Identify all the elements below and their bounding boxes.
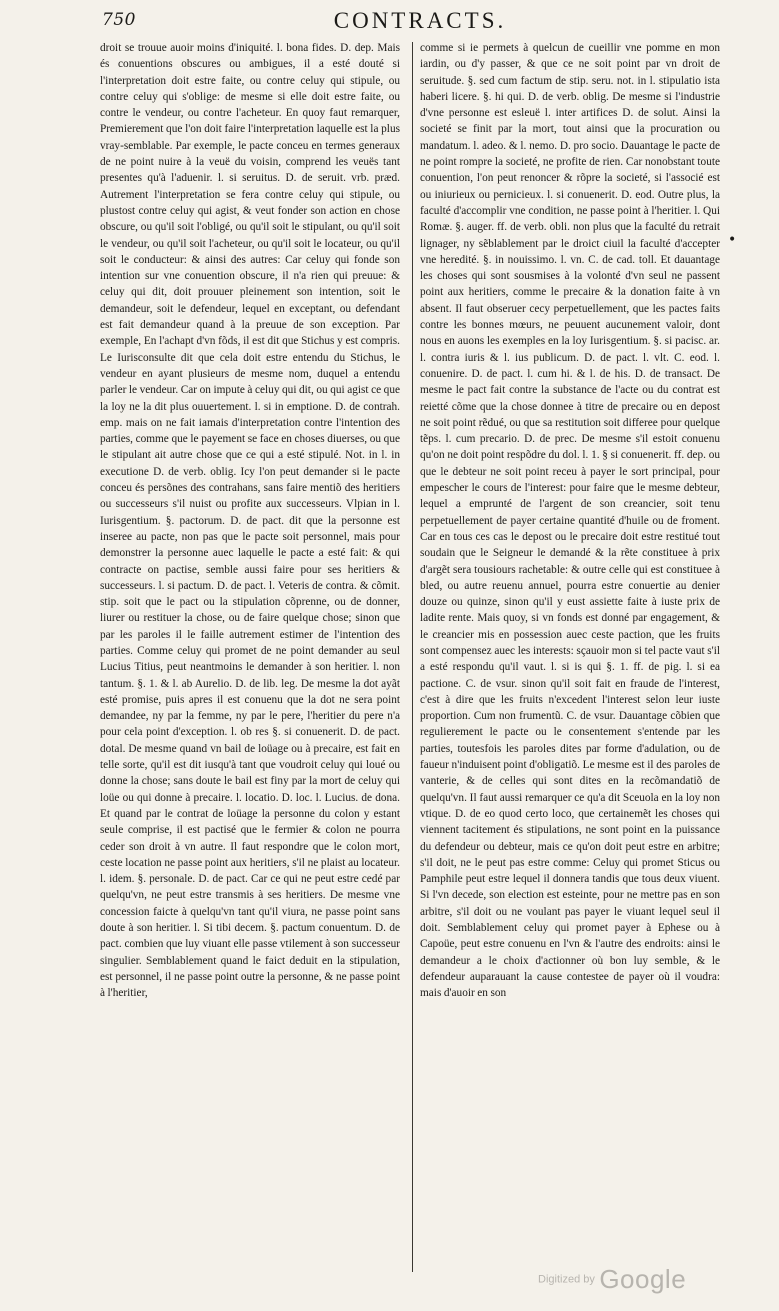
watermark-brand: Google bbox=[599, 1264, 687, 1294]
margin-dot-icon: • bbox=[728, 232, 737, 248]
watermark-prefix: Digitized by bbox=[538, 1273, 595, 1286]
digitized-watermark bbox=[538, 1264, 686, 1295]
right-column-text: comme si ie permets à quelcun de cueillir vne pomme en mon iardin, ou d'y passer, & que ce ne soit point par vn droit de seruitude. §. sed cum factum de stip. seru. not. in l. stipulatio ista haberi licere. §. hi qui. D. de verb. oblig. De mesme si l'industrie d'vne personne est esleuë l. inter artifices D. de solut. Ainsi la societé se finit par la mort, tout ainsi que la procuration ou mandatum. l. adeo. & l. nemo. D. pro socio. Dauantage le pacte de ne point rompre la societé, ne profite de rien. Car nonobstant toute conuention, l'on peut renoncer & rõpre la societé, si l'associé est ou iniurieux ou pernicieux. l. si conuenerit. D. eod. Outre plus, la faculté d'accomplir vne condition, ne passe point à l'heritier. l. Qui Romæ. §. auger. ff. de verb. obli. non plus que la faculté du retrait lignager, ny sẽblablement par le droict ciuil la faculté d'accepter vne heredité. §. in nouissimo. l. vn. C. de cad. toll. Et dauantage les choses qui sont sousmises à la volonté d'vn seul ne passent point aux heritiers, comme le precaire & la donation faite à vn absent. Il faut obseruer cecy perpetuellement, que les pactes faits contre les bonnes mœurs, ne peuuent aucunement valoir, dont nous en auons les exemples en la loy Iurisgentium. §. si pacisc. ar. l. contra iuris & l. ius publicum. D. de pact. l. vlt. C. eod. l. conuenire. D. de pact. l. cum hi. & l. de his. D. de transact. De mesme le pact fait contre la substance de l'acte ou du contrat est reietté cõme que la chose donnee à titre de precaire ou en depost ne soit point rẽdué, ou que sa restitution soit differee pour quelque tẽps. l. cum precario. D. de prec. De mesme s'il estoit conuenu qu'on ne doit point respõdre du dol. l. 1. § si conuenerit. ff. dep. ou que le debteur ne soit point receu à payer le sort principal, pour empescher le cours de l'interest: pour faire que le mesme debteur, lequel a emprunté de l'argent de son creancier, soit tenu perpetuellement de payer certaine quantité d'huile ou de froment. Car en tous ces cas le depost ou le precaire doit estre restitué tout soudain que le Seigneur le demandé & la rẽte constituee à prix d'argẽt sera tousiours rachetable: & outre celle qui est constituee à bled, ou autre reuenu annuel, pourra estre conuertie au denier douze ou quinze, sinon qu'il y eust assiette faite à iuste prix de ladite rente. Mais quoy, si vn fonds est donné par engagement, & le creancier mis en possession auec ceste paction, que les fruits sont compensez auec les interests: sçauoir mon si tel pacte vaut s'il a esté respondu qu'il vaut. l. si is qui §. 1. ff. de pig. l. si ea pactione. C. de vsur. sinon qu'il soit fait en fraude de l'interest, c'est à dire que les fruits n'excedent l'interest selon leur iuste proportion. Cum non frumentũ. C. de vsur. Dauantage cõbien que regulierement le pacte ou le consentement s'entende par les parties, toutesfois les paroles dites par forme d'adulation, ou de faueur n'induisent point d'obligatiõ. Le mesme est il des paroles de vanterie, & de celles qui sont dites en la recõmandatiõ de quelqu'vn. Il faut aussi remarquer ce qu'a dit Sceuola en la loy non vtique. D. de eo quod certo loco, que certainemẽt les choses qui viennent tacitement és stipulations, ne sont point en la puissance du defendeur ou debteur, mais ce qu'on doit peut estre en arbitre; s'il doit, ne le peut pas estre comme: Celuy qui promet Sticus ou Pamphile peut estre lequel il donnera tandis que tous deux viuent. Si l'vn decede, son election est esteinte, pour ne mettre pas en son arbitre, s'il doit ou ne voulant pas payer le viuant lequel seul il doit. Semblablement celuy qui promet payer à Ephese ou à Capoüe, peut estre conuenu en l'vn & l'autre des endroits: ainsi le demandeur a le choix d'actionner où bon luy semble, & le defendeur auparauant la cause contestee de payer où il voudra: mais d'auoir en son bbox=[420, 42, 720, 1000]
running-head: CONTRACTS. bbox=[333, 8, 507, 33]
right-column bbox=[420, 40, 720, 1280]
page-number: 750 bbox=[102, 10, 136, 30]
left-column bbox=[100, 40, 400, 1280]
column-divider bbox=[412, 42, 413, 1272]
left-column-text: droit se trouue auoir moins d'iniquité. l. bona fides. D. dep. Mais és conuentions obscures ou ambigues, il a esté douté si l'interpretation doit estre faite, ou contre celuy qui stipule, ou contre celuy qui s'oblige: de mesme si elle doit estre faite, ou contre le vendeur, ou contre l'acheteur. En quoy faut remarquer, Premierement que l'on doit faire l'interpretation laquelle est la plus vray-semblable. Par exemple, le pacte conceu en termes generaux de ne point nuire à la veuë du voisin, comprend les veuës tant presentes qu'à l'aduenir. l. si seruitus. D. de seruit. vrb. præd. Autrement l'interpretation se fera contre celuy qui stipule, ou plustost contre celuy qui agist, & veut fonder son action en chose obscure, ou qu'il soit l'obligé, ou qu'il soit le stipulant, ou qu'il soit le vendeur, ou qu'il soit l'acheteur, ou qu'il soit le locateur, ou qu'il soit le conducteur: & ainsi des autres: Car celuy qui fonde son intention sur vne conuention obscure, il n'a rien qui preuue: & celuy qui dit, doit prouuer pleinement son intention, soit le demandeur, soit le defendeur, lequel en exceptant, ou defendant est fait demandeur quand à la preuue de son exception. Par exemple, En l'achapt d'vn fõds, il est dit que Stichus y est compris. Le Iurisconsulte dit que cela doit estre entendu du Stichus, le vendeur en ayant plusieurs de mesme nom, duquel a entendu parler le vendeur. Car on impute à celuy qui dit, ou qui agist ce que la loy ne la dit plus ouuertement. l. si in emptione. D. de contrah. emp. mais on ne fait iamais d'interpretation contre l'intention des parties, comme que le payement se face en choses diuerses, ou que le stipulant ait autre chose que ce qui a esté stipulé. Not. in l. in executione D. de verb. oblig. Icy l'on peut demander si le pacte conceu és persõnes des contrahans, sans faire mentiõ des heritiers ou successeurs s'il nuist ou profite aux successeurs. Vlpian in l. Iurisgentium. §. pactorum. D. de pact. dit que la personne est inseree au pacte, non pas que le pacte soit personnel, mais pour demonstrer la personne auec laquelle le pacte a esté fait: & qui contracte on pactise, semble aussi faire pour ses heritiers & successeurs. l. si pactum. D. de pact. l. Veteris de contra. & cõmit. stip. soit que le pact ou la stipulation cõprenne, ou de donner, liurer ou restituer la chose, ou de faire quelque chose; sinon que par les paroles il le faille autrement estimer de l'intention des parties. Comme celuy qui promet de ne point demander au seul Lucius Titius, peut neantmoins le demander à son heritier. l. non tantum. §. 1. & l. ab Aurelio. D. de lib. leg. De mesme la dot ayãt esté promise, puis apres il est conuenu que la dot ne sera point demandee, ny par la femme, ny par le pere, l'heritier du pere n'a pour cela point d'exception. l. ob res §. si conuenerit. D. de pact. dotal. De mesme quand vn bail de loüage ou à precaire, est fait en telle sorte, qu'il est dit iusqu'à tant que voudroit celuy qui loué ou donne la chose; sans doute le bail est finy par la mort de celuy qui loüe ou qui donne à precaire. l. locatio. D. loc. l. Lucius. de dona. Et quand par le contrat de loüage la personne du colon y estant seule comprise, il est pactisé que le fermier & colon ne pourra ceder son droit à vn autre. Il faut respondre que le colon mort, ceste location ne passe point aux heritiers, s'il ne plaist au locateur. l. idem. §. personale. D. de pact. Car ce qui ne peut estre cedé par quelqu'vn, ne peut estre transmis à ses heritiers. De mesme vne concession faicte à quelqu'vn tant qu'il viura, ne passe point sans doute à son heritier. l. Si tibi decem. §. pactum conuentum. D. de pact. combien que luy viuant elle passe vtilement à son successeur singulier. Semblablement quand le faict deduit en la stipulation, est personnel, il ne passe point outre la personne, & ne passe point à l'heritier, bbox=[100, 42, 400, 1000]
